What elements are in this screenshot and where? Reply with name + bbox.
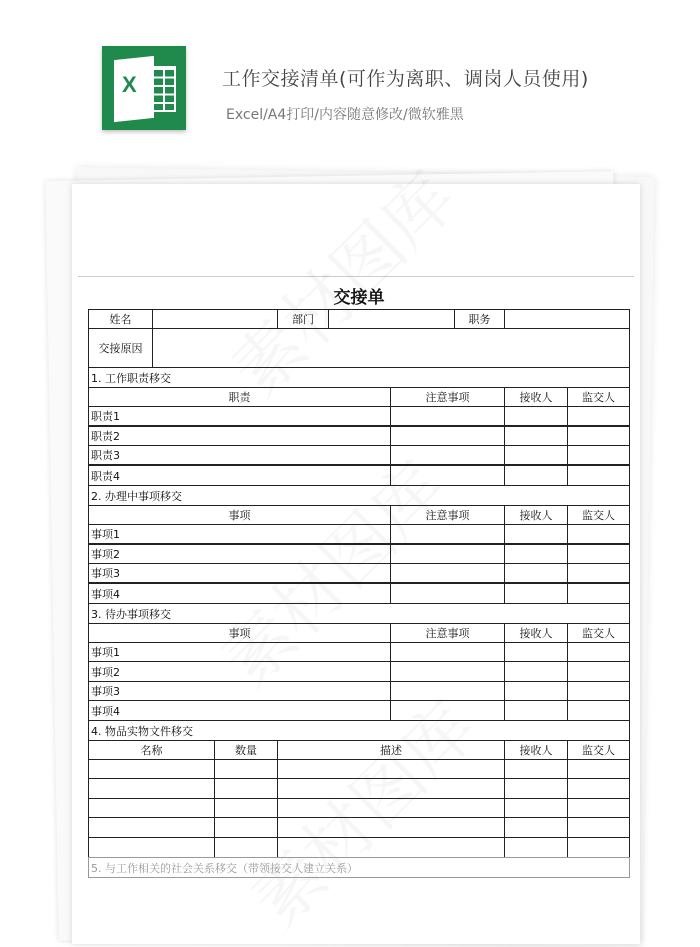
table-cell[interactable]: [214, 817, 278, 838]
table-cell[interactable]: [504, 642, 568, 662]
table-cell[interactable]: [277, 817, 505, 838]
section-4-title: 4. 物品实物文件移交: [88, 720, 630, 741]
table-cell[interactable]: [504, 798, 568, 818]
table-cell[interactable]: [88, 837, 215, 858]
name-label: 姓名: [88, 309, 153, 329]
table-cell[interactable]: [504, 837, 568, 858]
col-header: 注意事项: [390, 505, 505, 525]
table-cell[interactable]: [504, 544, 568, 564]
dept-field[interactable]: [328, 309, 455, 329]
table-cell[interactable]: [214, 798, 278, 818]
name-field[interactable]: [152, 309, 278, 329]
col-header: 监交人: [567, 387, 630, 407]
excel-x-icon: X: [122, 72, 137, 97]
table-cell[interactable]: [390, 544, 505, 564]
col-header: 接收人: [504, 740, 568, 760]
page-subtitle: Excel/A4打印/内容随意修改/微软雅黑: [226, 107, 464, 123]
table-cell[interactable]: [567, 465, 630, 486]
col-header: 注意事项: [390, 623, 505, 643]
table-cell[interactable]: [214, 837, 278, 858]
table-cell[interactable]: [504, 445, 568, 465]
table-cell[interactable]: [504, 563, 568, 583]
reason-field[interactable]: [152, 328, 630, 368]
table-cell[interactable]: [277, 778, 505, 799]
position-label: 职务: [454, 309, 505, 329]
table-cell[interactable]: [567, 426, 630, 446]
col-header: 描述: [277, 740, 505, 760]
table-cell[interactable]: [390, 642, 505, 662]
table-cell[interactable]: [504, 817, 568, 838]
table-cell[interactable]: [567, 837, 630, 858]
table-cell[interactable]: [567, 445, 630, 465]
col-header: 注意事项: [390, 387, 505, 407]
excel-logo: [102, 46, 186, 130]
table-cell[interactable]: [390, 700, 505, 721]
table-cell[interactable]: [214, 778, 278, 799]
table-cell[interactable]: [88, 759, 215, 779]
spreadsheet-grid-icon: [150, 66, 176, 112]
table-cell[interactable]: [567, 583, 630, 604]
table-row-label: 事项3: [88, 681, 391, 701]
table-row-label: 事项1: [88, 642, 391, 662]
table-cell[interactable]: [567, 524, 630, 544]
col-header: 监交人: [567, 623, 630, 643]
table-row-label: 事项2: [88, 661, 391, 682]
table-cell[interactable]: [567, 700, 630, 721]
table-cell[interactable]: [567, 642, 630, 662]
table-cell[interactable]: [390, 524, 505, 544]
dept-label: 部门: [277, 309, 329, 329]
table-cell[interactable]: [504, 778, 568, 799]
table-row-label: 事项4: [88, 583, 391, 604]
table-cell[interactable]: [214, 759, 278, 779]
col-header: 名称: [88, 740, 215, 760]
table-row-label: 事项3: [88, 563, 391, 583]
col-header: 接收人: [504, 387, 568, 407]
table-cell[interactable]: [567, 406, 630, 426]
col-header: 事项: [88, 505, 391, 525]
table-cell[interactable]: [567, 778, 630, 799]
table-cell[interactable]: [504, 661, 568, 682]
table-cell[interactable]: [88, 798, 215, 818]
table-cell[interactable]: [504, 465, 568, 486]
table-cell[interactable]: [277, 798, 505, 818]
table-cell[interactable]: [504, 524, 568, 544]
table-row-label: 职责3: [88, 445, 391, 465]
position-field[interactable]: [504, 309, 630, 329]
table-cell[interactable]: [567, 681, 630, 701]
table-row-label: 职责2: [88, 426, 391, 446]
table-row-label: 事项2: [88, 544, 391, 564]
table-cell[interactable]: [390, 661, 505, 682]
table-cell[interactable]: [567, 544, 630, 564]
table-row-label: 事项1: [88, 524, 391, 544]
table-cell[interactable]: [504, 426, 568, 446]
table-cell[interactable]: [390, 583, 505, 604]
reason-label: 交接原因: [88, 328, 153, 368]
sheet-gridline: [78, 276, 634, 277]
table-cell[interactable]: [390, 465, 505, 486]
col-header: 监交人: [567, 740, 630, 760]
table-row-label: 事项4: [88, 700, 391, 721]
section-1-title: 1. 工作职责移交: [88, 367, 630, 388]
section-3-title: 3. 待办事项移交: [88, 603, 630, 624]
col-header: 监交人: [567, 505, 630, 525]
table-cell[interactable]: [504, 700, 568, 721]
table-cell[interactable]: [277, 759, 505, 779]
table-cell[interactable]: [88, 778, 215, 799]
table-cell[interactable]: [390, 445, 505, 465]
col-header: 事项: [88, 623, 391, 643]
table-cell[interactable]: [567, 661, 630, 682]
table-cell[interactable]: [567, 817, 630, 838]
table-cell[interactable]: [88, 817, 215, 838]
table-row-label: 职责1: [88, 406, 391, 426]
table-cell[interactable]: [567, 798, 630, 818]
col-header: 数量: [214, 740, 278, 760]
page-title: 工作交接清单(可作为离职、调岗人员使用): [222, 68, 589, 90]
table-cell[interactable]: [390, 426, 505, 446]
table-cell[interactable]: [277, 837, 505, 858]
col-header: 接收人: [504, 505, 568, 525]
table-cell[interactable]: [567, 759, 630, 779]
col-header: 接收人: [504, 623, 568, 643]
table-cell[interactable]: [567, 563, 630, 583]
col-header: 职责: [88, 387, 391, 407]
section-5-title: 5. 与工作相关的社会关系移交（带领接交人建立关系）: [88, 857, 630, 878]
table-cell[interactable]: [390, 406, 505, 426]
table-cell[interactable]: [504, 406, 568, 426]
table-cell[interactable]: [504, 681, 568, 701]
form-title: 交接单: [333, 288, 385, 308]
table-cell[interactable]: [390, 681, 505, 701]
table-cell[interactable]: [504, 759, 568, 779]
table-cell[interactable]: [504, 583, 568, 604]
table-cell[interactable]: [390, 563, 505, 583]
section-2-title: 2. 办理中事项移交: [88, 485, 630, 506]
table-row-label: 职责4: [88, 465, 391, 486]
